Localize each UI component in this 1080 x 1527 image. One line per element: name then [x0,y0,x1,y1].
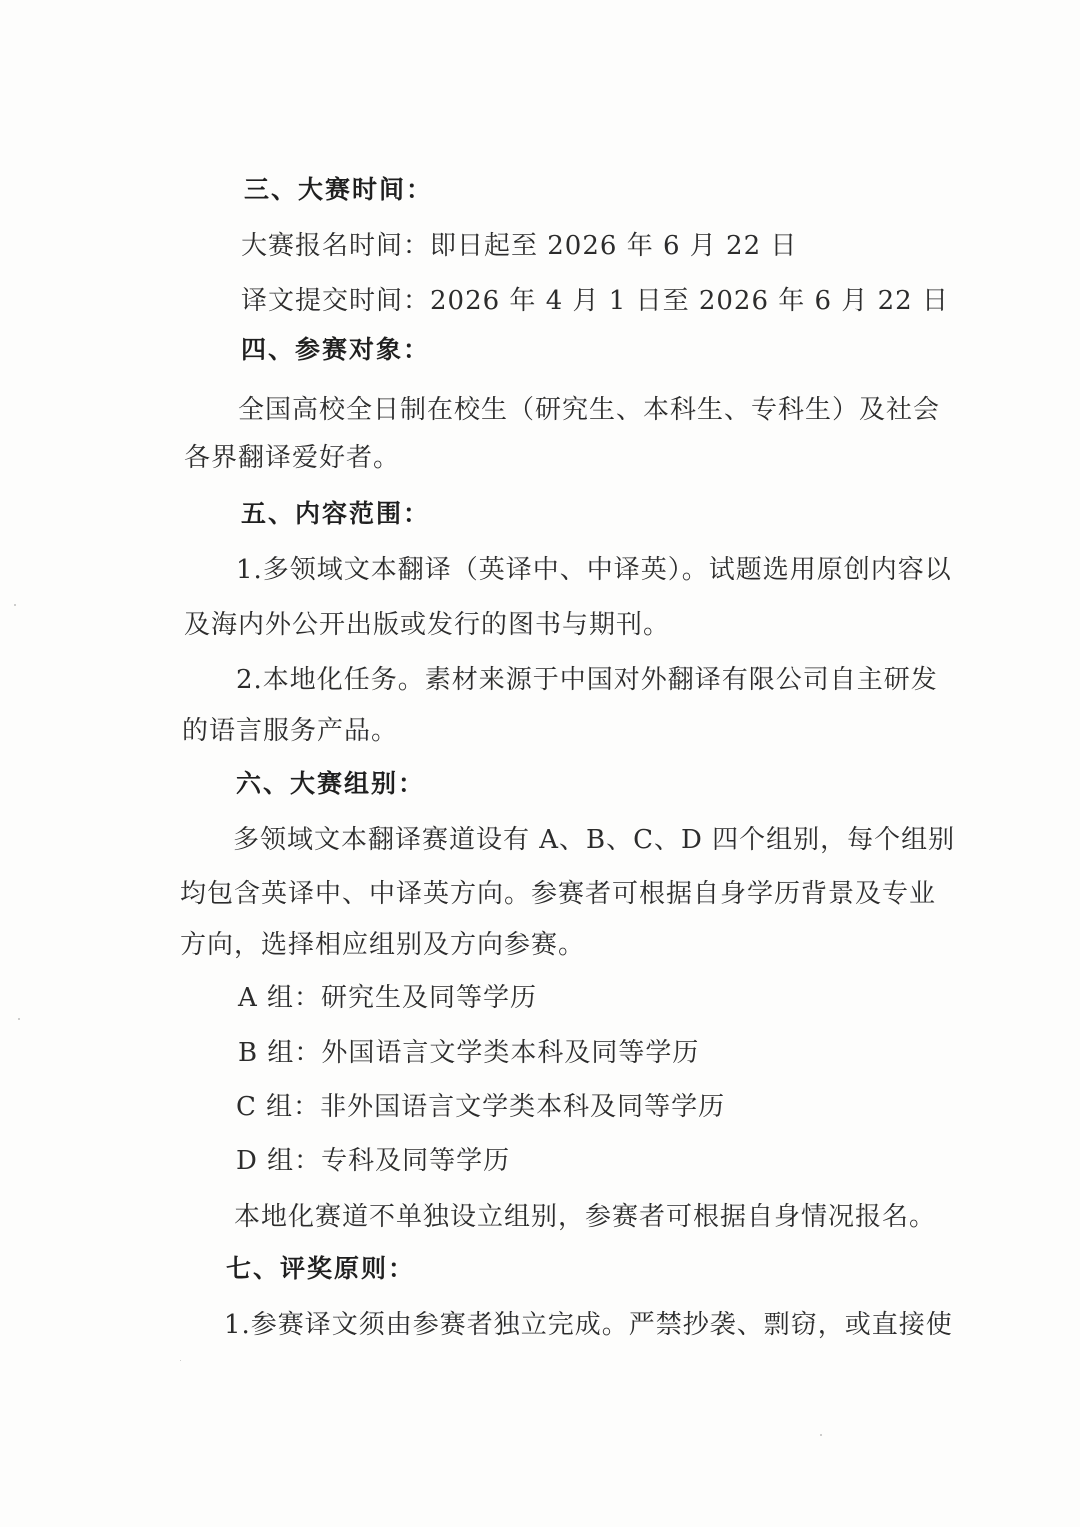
section-3-heading: 三、大赛时间： [244,175,434,204]
scan-speck [14,604,16,606]
scope-item-1-line-1: 1.多领域文本翻译（英译中、中译英）。试题选用原创内容以 [236,555,952,585]
groups-intro-line-1: 多领域文本翻译赛道设有 A、B、C、D 四个组别，每个组别 [233,825,956,855]
localization-note: 本地化赛道不单独设立组别，参赛者可根据自身情况报名。 [234,1202,937,1232]
section-7-heading: 七、评奖原则： [226,1254,416,1283]
participants-line-2: 各界翻译爱好者。 [184,443,401,473]
scope-item-1-line-2: 及海内外公开出版或发行的图书与期刊。 [184,610,671,640]
section-4-heading: 四、参赛对象： [241,335,431,364]
scope-item-2-line-2: 的语言服务产品。 [182,716,399,746]
groups-intro-line-2: 均包含英译中、中译英方向。参赛者可根据自身学历背景及专业 [180,879,937,909]
participants-line-1: 全国高校全日制在校生（研究生、本科生、专科生）及社会 [238,395,941,425]
scan-speck [18,1018,20,1020]
group-d: D 组：专科及同等学历 [236,1146,511,1176]
scan-speck [180,1360,181,1361]
submission-time: 译文提交时间：2026 年 4 月 1 日至 2026 年 6 月 22 日 [241,286,949,316]
scan-speck [820,1434,822,1436]
registration-time: 大赛报名时间：即日起至 2026 年 6 月 22 日 [241,231,798,261]
group-b: B 组：外国语言文学类本科及同等学历 [238,1038,700,1068]
award-item-1: 1.参赛译文须由参赛者独立完成。严禁抄袭、剽窃，或直接使 [224,1310,953,1340]
scope-item-2-line-1: 2.本地化任务。素材来源于中国对外翻译有限公司自主研发 [236,665,938,695]
group-a: A 组：研究生及同等学历 [238,983,538,1013]
group-c: C 组：非外国语言文学类本科及同等学历 [236,1092,726,1122]
section-5-heading: 五、内容范围： [241,499,431,528]
section-6-heading: 六、大赛组别： [236,769,426,798]
groups-intro-line-3: 方向，选择相应组别及方向参赛。 [180,930,586,960]
